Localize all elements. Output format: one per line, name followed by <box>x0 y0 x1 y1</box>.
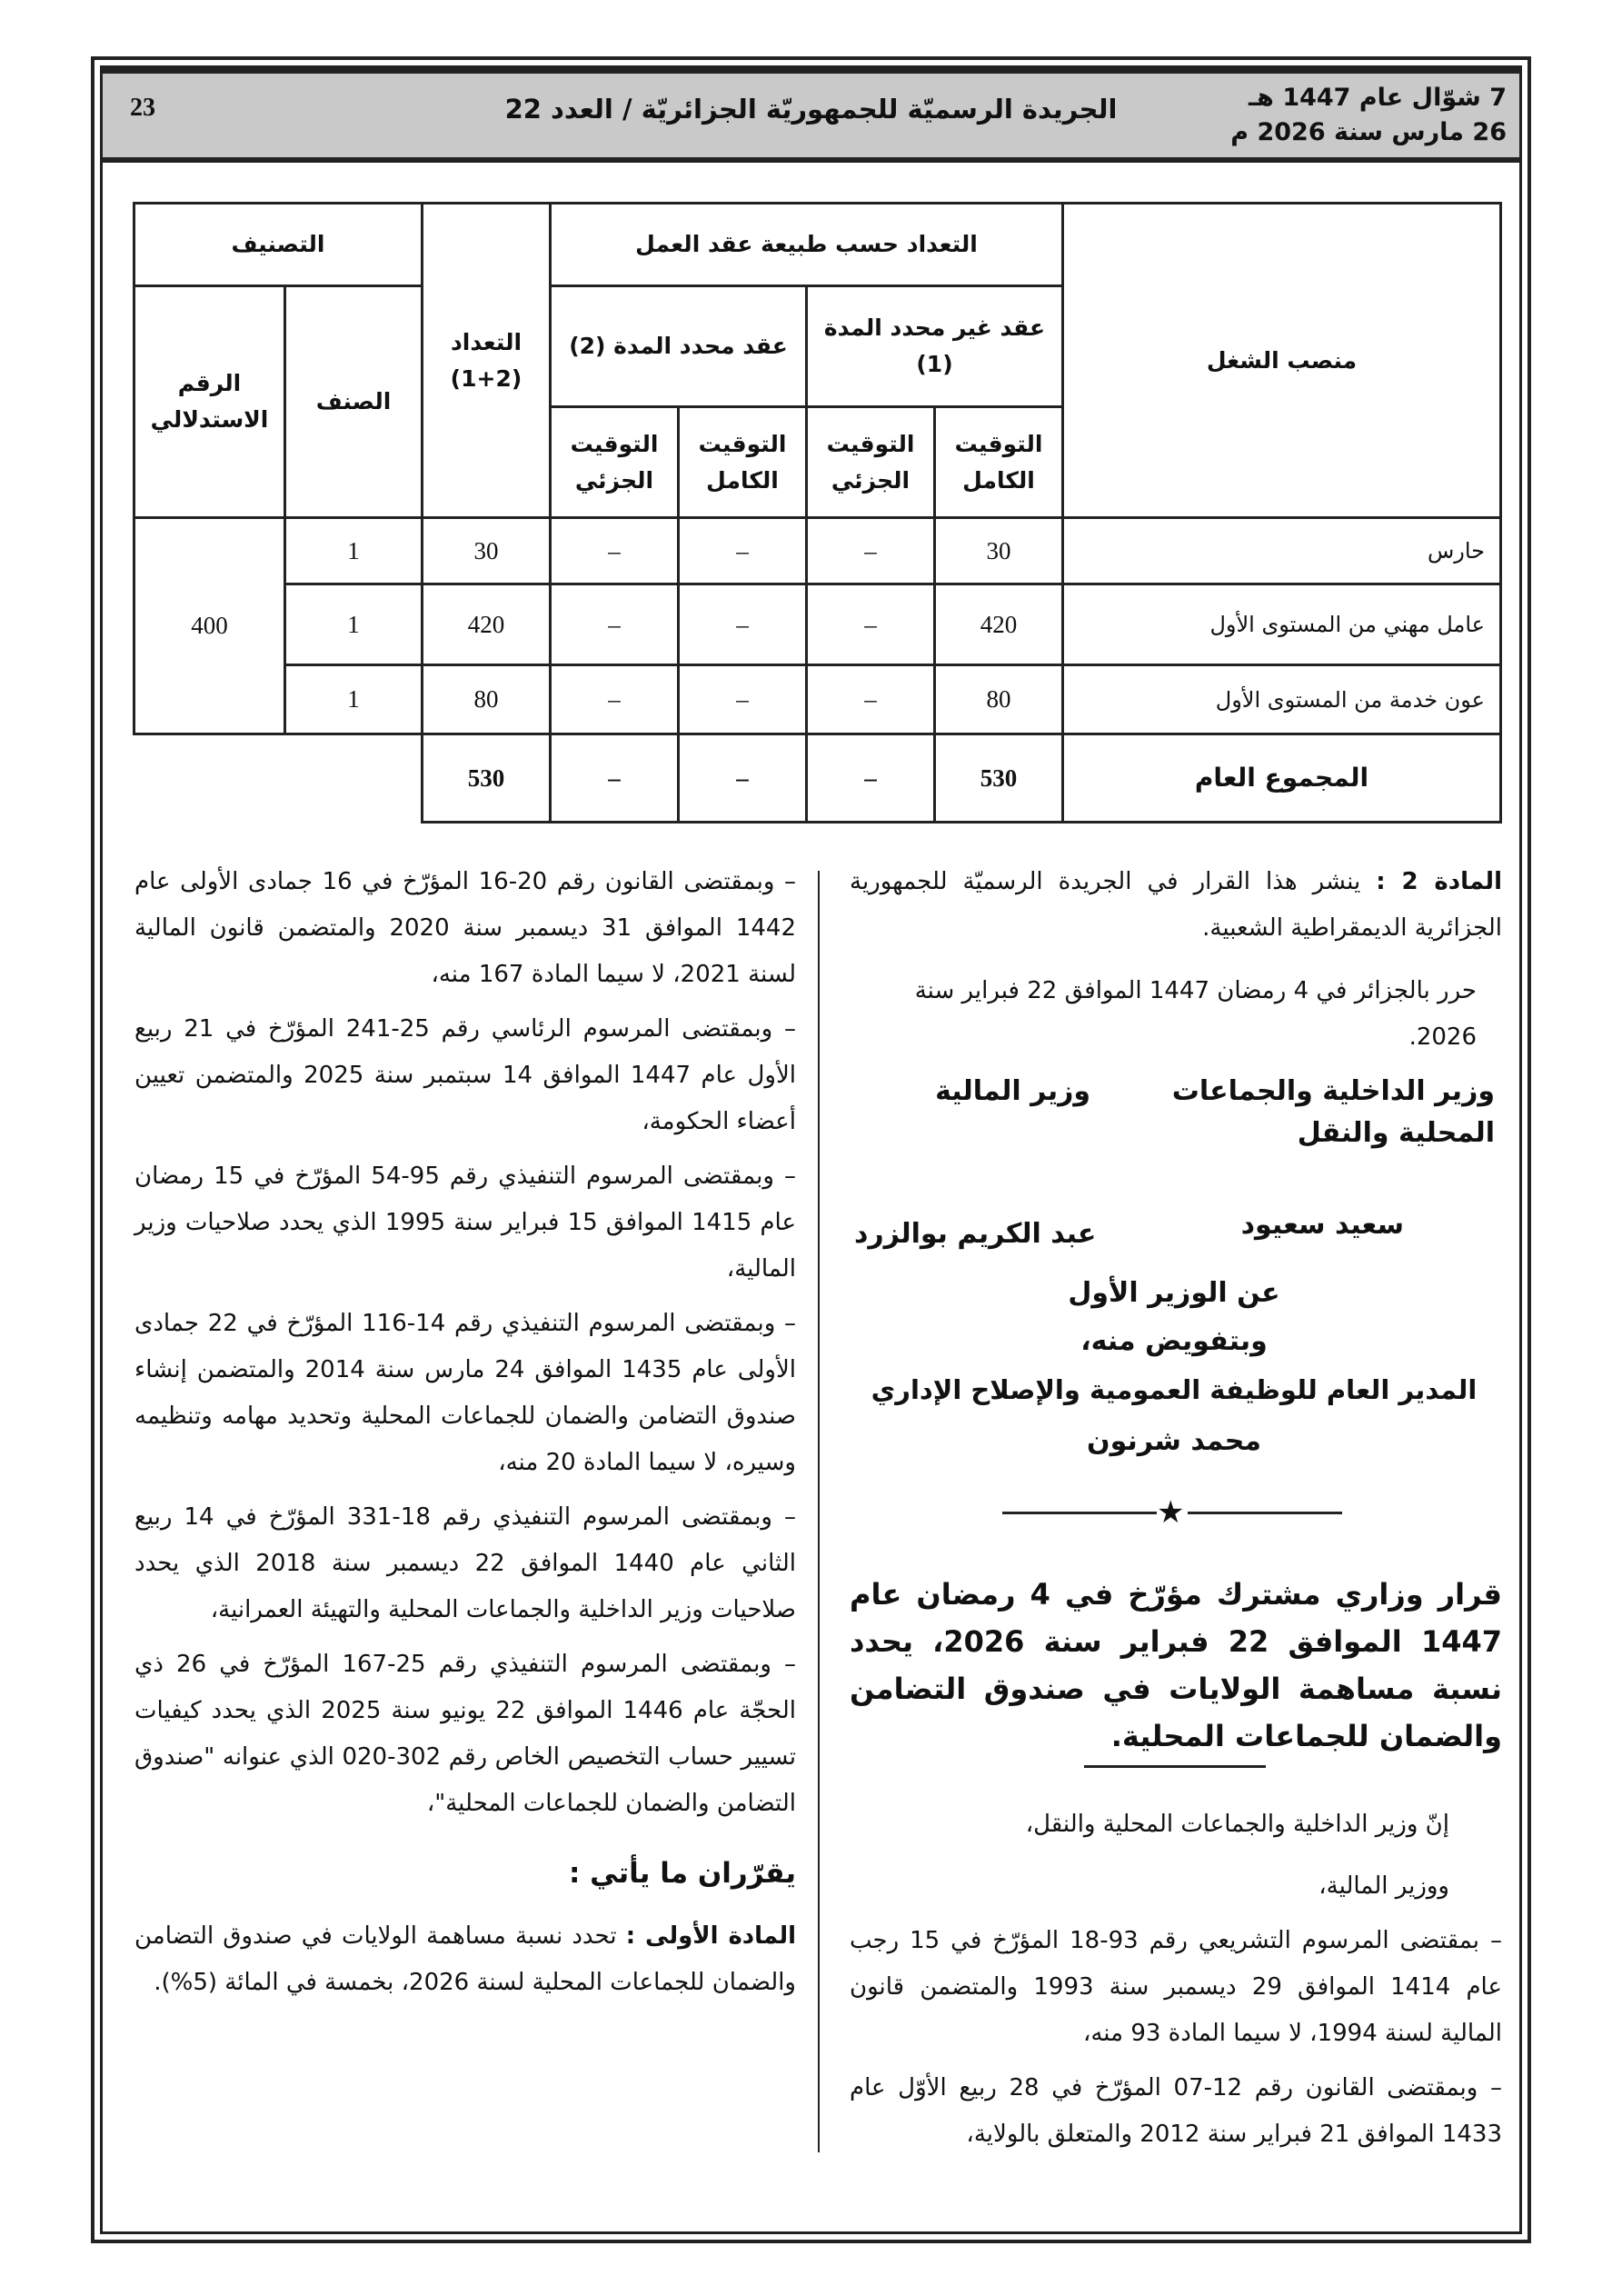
header-indef-part: التوقيت الجزئي <box>807 407 935 518</box>
cell-post: عامل مهني من المستوى الأول <box>1063 584 1501 665</box>
article-1 <box>134 1913 796 2006</box>
decides-heading: يقرّران ما يأتي : <box>568 1857 796 1890</box>
cell-total: 420 <box>423 584 551 665</box>
cell-fixed-part: – <box>551 665 679 734</box>
header-post: منصب الشغل <box>1063 204 1501 518</box>
header-title: الجريدة الرسميّة للجمهوريّة الجزائريّة / العدد 22 <box>504 94 1118 125</box>
staffing-table <box>133 202 1502 824</box>
right-citations <box>850 1918 1502 2166</box>
cell-fixed-part: – <box>551 584 679 665</box>
star-icon: ★ <box>1157 1494 1185 1531</box>
grand-total-fixed-full: – <box>679 734 807 823</box>
citation: – وبمقتضى المرسوم التنفيذي رقم 14-116 المؤرّخ في 22 جمادى الأولى عام 1435 الموافق 24 مارس سنة 2014 والمتضمن إنشاء صندوق التضامن والضمان للجماعات المحلية وتحديد مهامه وتنظيمه وسيره، لا سيما المادة 20 منه، <box>134 1310 797 1476</box>
header-total-label: التعداد (2+1) <box>450 328 522 392</box>
cell-indef-full: 30 <box>935 518 1063 584</box>
cell-post: حارس <box>1063 518 1501 584</box>
article-1-text: تحدد نسبة مساهمة الولايات في صندوق التضامن والضمان للجماعات المحلية لسنة 2026، بخمسة في المائة (5%). <box>134 1922 796 1996</box>
article-2-text: ينشر هذا القرار في الجريدة الرسميّة للجمهورية الجزائرية الديمقراطية الشعبية. <box>850 868 1502 942</box>
table-row <box>134 518 1501 584</box>
header-by-contract: التعداد حسب طبيعة عقد العمل <box>551 204 1063 286</box>
signatory-finance-title: وزير المالية <box>935 1075 1090 1107</box>
signatory-finance-name: عبد الكريم بوالزرد <box>854 1218 1097 1250</box>
signatory-interior-name: سعيد سعيود <box>1240 1209 1404 1241</box>
table-row <box>134 584 1501 665</box>
signed-at: حرر بالجزائر في 4 رمضان 1447 الموافق 22 فبراير سنة 2026. <box>914 977 1477 1051</box>
cell-fixed-full: – <box>679 665 807 734</box>
article-1-label: المادة الأولى : <box>625 1922 797 1950</box>
cell-total: 30 <box>423 518 551 584</box>
header-category: الصنف <box>285 286 423 518</box>
page-header <box>103 68 1519 163</box>
article-2-label: المادة 2 : <box>1376 868 1502 895</box>
grand-total-total: 530 <box>423 734 551 823</box>
separator-line <box>1188 1512 1342 1514</box>
grand-total-indef-part: – <box>807 734 935 823</box>
header-indef-full: التوقيت الكامل <box>935 407 1063 518</box>
article-2 <box>850 859 1502 952</box>
grand-total-fixed-part: – <box>551 734 679 823</box>
citation: – وبمقتضى المرسوم التنفيذي رقم 18-331 المؤرّخ في 14 ربيع الثاني عام 1440 الموافق 22 ديسمبر سنة 2018 الذي يحدد صلاحيات وزير الداخلية والجماعات المحلية والتهيئة العمرانية، <box>134 1503 797 1623</box>
intro-line: إنّ وزير الداخلية والجماعات المحلية والنقل، <box>1025 1811 1449 1838</box>
signatory-interior-title: وزير الداخلية والجماعات المحلية والنقل <box>1171 1075 1495 1149</box>
header-indefinite: عقد غير محدد المدة (1) <box>807 286 1063 407</box>
cell-total: 80 <box>423 665 551 734</box>
decision-title: قرار وزاري مشترك مؤرّخ في 4 رمضان عام 1447 الموافق 22 فبراير سنة 2026، يحدد نسبة مساهمة الولايات في صندوق التضامن والضمان للجماعات المحلية. <box>850 1577 1503 1753</box>
cell-indef-full: 80 <box>935 665 1063 734</box>
cell-indef-part: – <box>807 518 935 584</box>
citation: – بمقتضى المرسوم التشريعي رقم 93-18 المؤرّخ في 15 رجب عام 1414 الموافق 29 ديسمبر سنة 1993 والمتضمن قانون المالية لسنة 1994، لا سيما المادة 93 منه، <box>850 1927 1502 2047</box>
cell-indef-part: – <box>807 584 935 665</box>
header-index: الرقم الاستدلالي <box>134 286 285 518</box>
cell-fixed-full: – <box>679 518 807 584</box>
page-number: 23 <box>130 94 155 122</box>
separator-line <box>1002 1512 1157 1514</box>
column-divider <box>818 871 820 2152</box>
cell-fixed-full: – <box>679 584 807 665</box>
title-underline <box>1084 1765 1266 1768</box>
citation: – وبمقتضى المرسوم التنفيذي رقم 95-54 المؤرّخ في 15 رمضان عام 1415 الموافق 15 فبراير سنة 1995 الذي يحدد صلاحيات وزير المالية، <box>134 1163 796 1283</box>
cell-category: 1 <box>285 518 423 584</box>
citation: – وبمقتضى المرسوم الرئاسي رقم 25-241 المؤرّخ في 21 ربيع الأول عام 1447 الموافق 14 سبتمبر سنة 2025 والمتضمن تعيين أعضاء الحكومة، <box>134 1015 797 1135</box>
left-column <box>134 859 796 2014</box>
cell-post: عون خدمة من المستوى الأول <box>1063 665 1501 734</box>
header-total <box>423 204 551 518</box>
delegation-line: وبتفويض منه، <box>1080 1325 1268 1357</box>
delegation-line: عن الوزير الأول <box>1068 1277 1280 1309</box>
cell-fixed-part: – <box>551 518 679 584</box>
header-date-gregorian: 26 مارس سنة 2026 م <box>1230 118 1507 146</box>
cell-indef-part: – <box>807 665 935 734</box>
cell-category: 1 <box>285 665 423 734</box>
header-fixed: عقد محدد المدة (2) <box>551 286 807 407</box>
citation: – وبمقتضى المرسوم التنفيذي رقم 25-167 المؤرّخ في 26 ذي الحجّة عام 1446 الموافق 22 يونيو سنة 2025 الذي يحدد كيفيات تسيير حساب التخصيص الخاص رقم 302-020 الذي عنوانه "صندوق التضامن والضمان للجماعات المحلية"، <box>134 1651 796 1817</box>
delegation-line: محمد شرنون <box>1087 1425 1261 1457</box>
header-date-hijri: 7 شوّال عام 1447 هـ <box>1248 84 1507 112</box>
citation: – وبمقتضى القانون رقم 20-16 المؤرّخ في 16 جمادى الأولى عام 1442 الموافق 31 ديسمبر سنة 2020 والمتضمن قانون المالية لسنة 2021، لا سيما المادة 167 منه، <box>134 868 797 988</box>
header-fixed-part: التوقيت الجزئي <box>551 407 679 518</box>
cell-indef-full: 420 <box>935 584 1063 665</box>
cell-category: 1 <box>285 584 423 665</box>
grand-total-empty <box>134 734 423 823</box>
grand-total-label: المجموع العام <box>1063 734 1501 823</box>
delegation-line: المدير العام للوظيفة العمومية والإصلاح الإداري <box>871 1374 1478 1405</box>
table-row <box>134 665 1501 734</box>
grand-total-indef-full: 530 <box>935 734 1063 823</box>
intro-line: ووزير المالية، <box>1318 1872 1449 1900</box>
cell-index: 400 <box>134 518 285 734</box>
header-fixed-full: التوقيت الكامل <box>679 407 807 518</box>
grand-total-row <box>134 734 1501 823</box>
citation: – وبمقتضى القانون رقم 12-07 المؤرّخ في 28 ربيع الأوّل عام 1433 الموافق 21 فبراير سنة 2012 والمتعلق بالولاية، <box>850 2074 1502 2148</box>
header-classification: التصنيف <box>134 204 423 286</box>
